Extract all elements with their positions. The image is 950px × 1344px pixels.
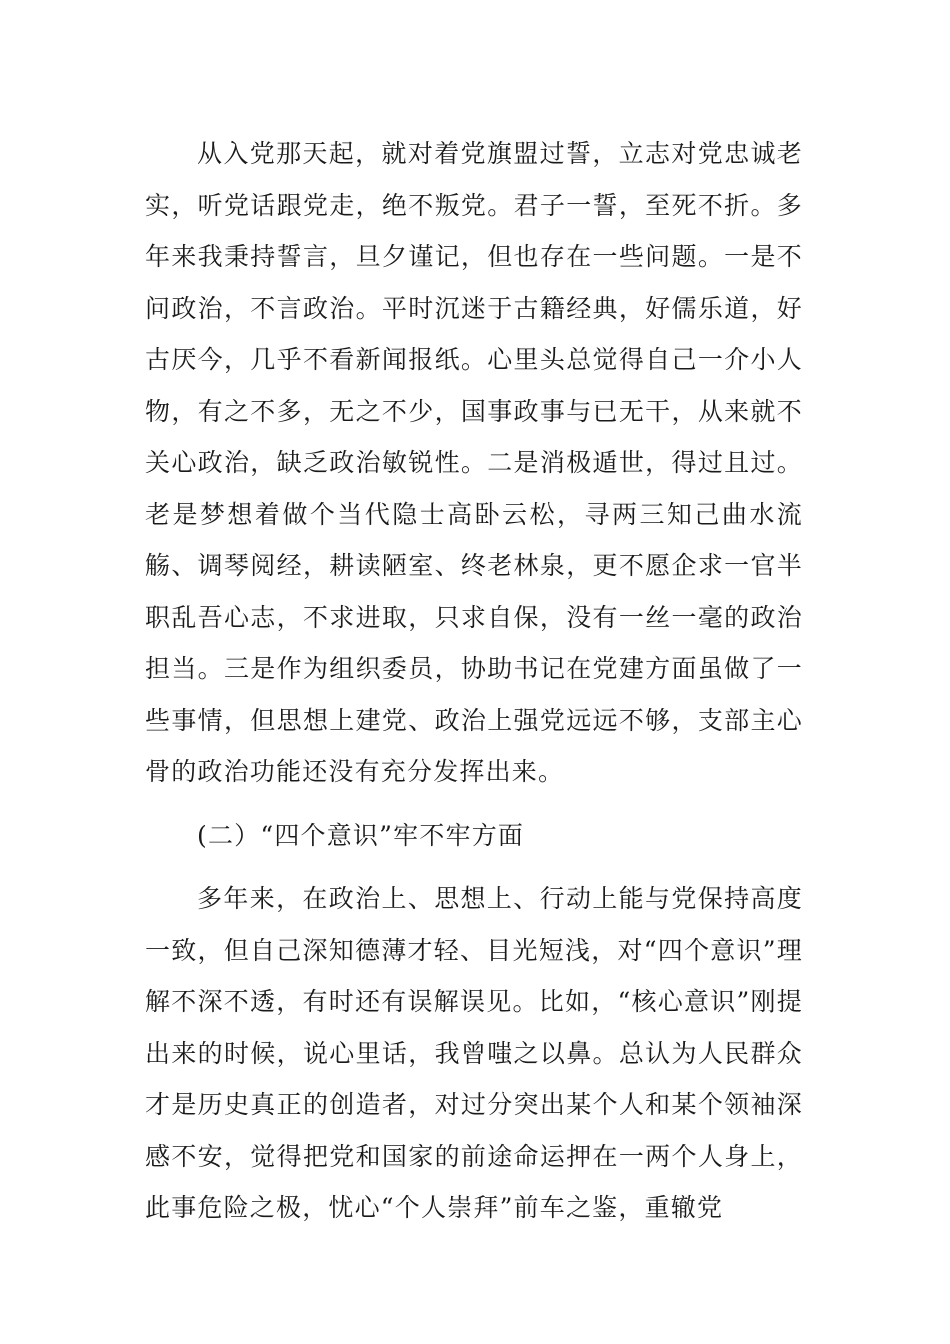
section-heading-four-consciousness: (二）“四个意识”牢不牢方面 (197, 820, 525, 850)
paragraph-four-consciousness: 多年来，在政治上、思想上、行动上能与党保持高度一致，但自己深知德薄才轻、目光短浅，对“四个意识”理解不深不透，有时还有误解误见。比如，“核心意识”刚提出来的时候，说心里话，我曾嗤之以鼻。总认为人民群众才是历史真正的创造者，对过分突出某个人和某个领袖深感不安，觉得把党和国家的前途命运押在一两个人身上，此事危险之极，忧心“个人崇拜”前车之鉴，重辙党 (145, 884, 803, 1222)
document-body (145, 128, 803, 1234)
paragraph-political-loyalty: 从入党那天起，就对着党旗盟过誓，立志对党忠诚老实，听党话跟党走，绝不叛党。君子一誓，至死不折。多年来我秉持誓言，旦夕谨记，但也存在一些问题。一是不问政治，不言政治。平时沉迷于古籍经典，好儒乐道，好古厌今，几乎不看新闻报纸。心里头总觉得自己一介小人物，有之不多，无之不少，国事政事与已无干，从来就不关心政治，缺乏政治敏锐性。二是消极遁世，得过且过。老是梦想着做个当代隐士高卧云松，寻两三知己曲水流觞、调琴阅经，耕读陋室、终老林泉，更不愿企求一官半职乱吾心志，不求进取，只求自保，没有一丝一毫的政治担当。三是作为组织委员，协助书记在党建方面虽做了一些事情，但思想上建党、政治上强党远远不够，支部主心骨的政治功能还没有充分发挥出来。 (145, 139, 803, 786)
